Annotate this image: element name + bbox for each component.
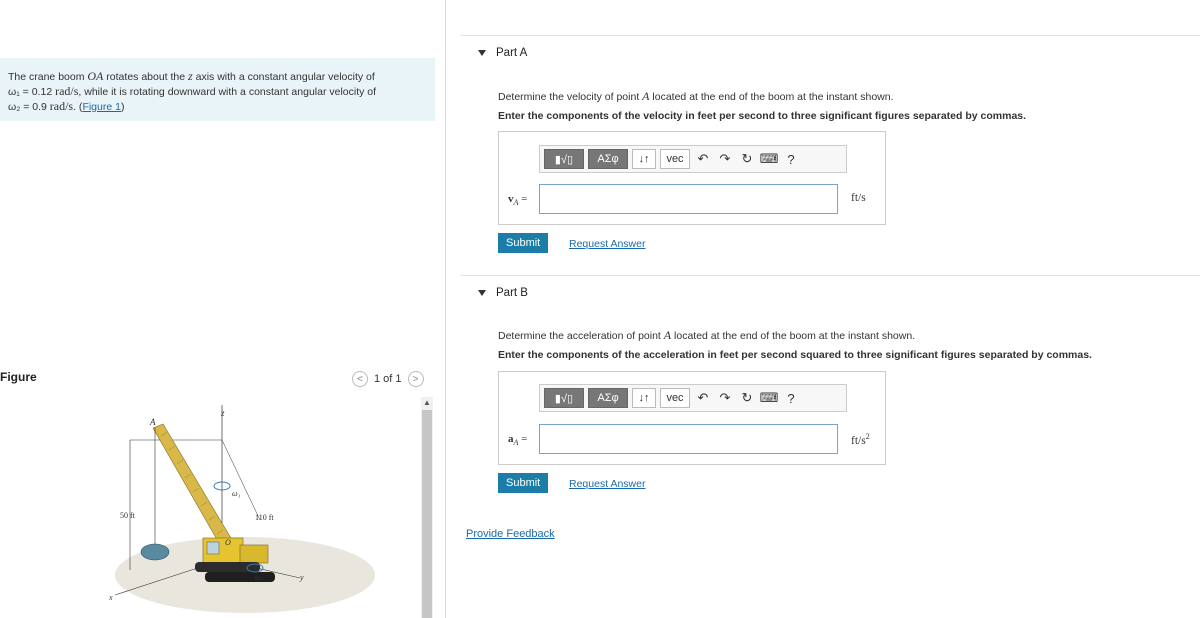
collapse-icon[interactable] — [478, 50, 486, 56]
crane-figure — [95, 400, 415, 615]
part-a-header[interactable] — [478, 47, 527, 59]
arrows-button[interactable]: ↓↑ — [632, 388, 656, 408]
label-110ft: 110 ft — [255, 513, 274, 522]
vec-button[interactable]: vec — [660, 388, 690, 408]
greek-button[interactable]: ΑΣφ — [588, 149, 628, 169]
redo-icon[interactable]: ↷ — [719, 390, 731, 405]
part-b-toolbar — [539, 384, 847, 412]
part-a-instruction: Enter the components of the velocity in feet per second to three significant figures separated by commas. — [498, 110, 1027, 122]
part-b-submit-button[interactable]: Submit — [498, 473, 548, 493]
undo-icon[interactable]: ↶ — [697, 151, 709, 166]
crane-load — [141, 544, 169, 560]
crane-engine — [240, 545, 268, 563]
greek-button[interactable]: ΑΣφ — [588, 388, 628, 408]
next-figure-button[interactable]: > — [408, 371, 424, 387]
part-a-title: Part A — [496, 47, 528, 59]
label-O: O — [225, 538, 231, 547]
keyboard-icon[interactable]: ⌨ — [759, 151, 779, 166]
figure-pager — [352, 371, 424, 387]
crane-track-rear — [195, 562, 260, 572]
template-icon[interactable]: ▮√▯ — [544, 149, 584, 169]
part-b-title: Part B — [496, 287, 528, 299]
figure-scrollbar-thumb[interactable] — [422, 410, 432, 618]
label-w2: ω₂ — [255, 573, 264, 582]
part-b-divider — [460, 275, 1200, 276]
reset-icon[interactable]: ↻ — [741, 151, 753, 166]
vec-button[interactable]: vec — [660, 149, 690, 169]
label-y: y — [300, 573, 304, 582]
label-w1: ω₁ — [232, 489, 241, 498]
panel-divider — [445, 0, 446, 618]
part-a-question: Determine the velocity of point A located at the end of the boom at the instant shown. — [498, 89, 894, 103]
part-b-request-answer[interactable]: Request Answer — [569, 478, 646, 490]
label-50ft: 50 ft — [120, 511, 135, 520]
part-a-unit: ft/s — [851, 192, 866, 204]
help-button[interactable]: ? — [787, 390, 795, 406]
problem-statement: The crane boom OA rotates about the z axis with a constant angular velocity of ω₁ = 0.12 rad/s, while it is rotating downward with a constant angular velocity of ω₂ = 0.9 rad/s. (Figure 1) — [8, 69, 377, 113]
crane-boom — [153, 424, 235, 550]
redo-icon[interactable]: ↷ — [719, 151, 731, 166]
prev-figure-button[interactable]: < — [352, 371, 368, 387]
part-b-question: Determine the acceleration of point A located at the end of the boom at the instant shown. — [498, 328, 916, 342]
template-icon[interactable]: ▮√▯ — [544, 388, 584, 408]
part-b-unit: $ft/s^2$ — [851, 432, 870, 447]
part-a-divider — [460, 35, 1200, 36]
part-a-submit-button[interactable]: Submit — [498, 233, 548, 253]
part-b-header[interactable] — [478, 287, 528, 299]
label-A: A — [150, 417, 156, 427]
part-b-instruction: Enter the components of the acceleration in feet per second squared to three significant figures separated by commas. — [498, 349, 1092, 361]
crane-track-front — [205, 572, 275, 582]
dim-line — [222, 440, 260, 520]
figure-link[interactable]: Figure 1 — [82, 101, 121, 113]
label-x: x — [109, 593, 113, 602]
label-z: z — [221, 408, 225, 418]
reset-icon[interactable]: ↻ — [741, 390, 753, 405]
cab-window — [207, 542, 219, 554]
part-a-toolbar — [539, 145, 847, 173]
collapse-icon[interactable] — [478, 290, 486, 296]
figure-title: Figure — [0, 370, 37, 384]
figure-page-count: 1 of 1 — [374, 373, 402, 385]
provide-feedback-link[interactable]: Provide Feedback — [466, 528, 555, 540]
part-a-input[interactable] — [539, 184, 838, 214]
undo-icon[interactable]: ↶ — [697, 390, 709, 405]
part-a-label: $v_A$ = — [508, 193, 528, 208]
arrows-button[interactable]: ↓↑ — [632, 149, 656, 169]
part-b-label: $a_A$ = — [508, 433, 528, 448]
part-a-request-answer[interactable]: Request Answer — [569, 238, 646, 250]
help-button[interactable]: ? — [787, 151, 795, 167]
keyboard-icon[interactable]: ⌨ — [759, 390, 779, 405]
scroll-up-icon[interactable]: ▲ — [423, 398, 431, 407]
part-b-input[interactable] — [539, 424, 838, 454]
